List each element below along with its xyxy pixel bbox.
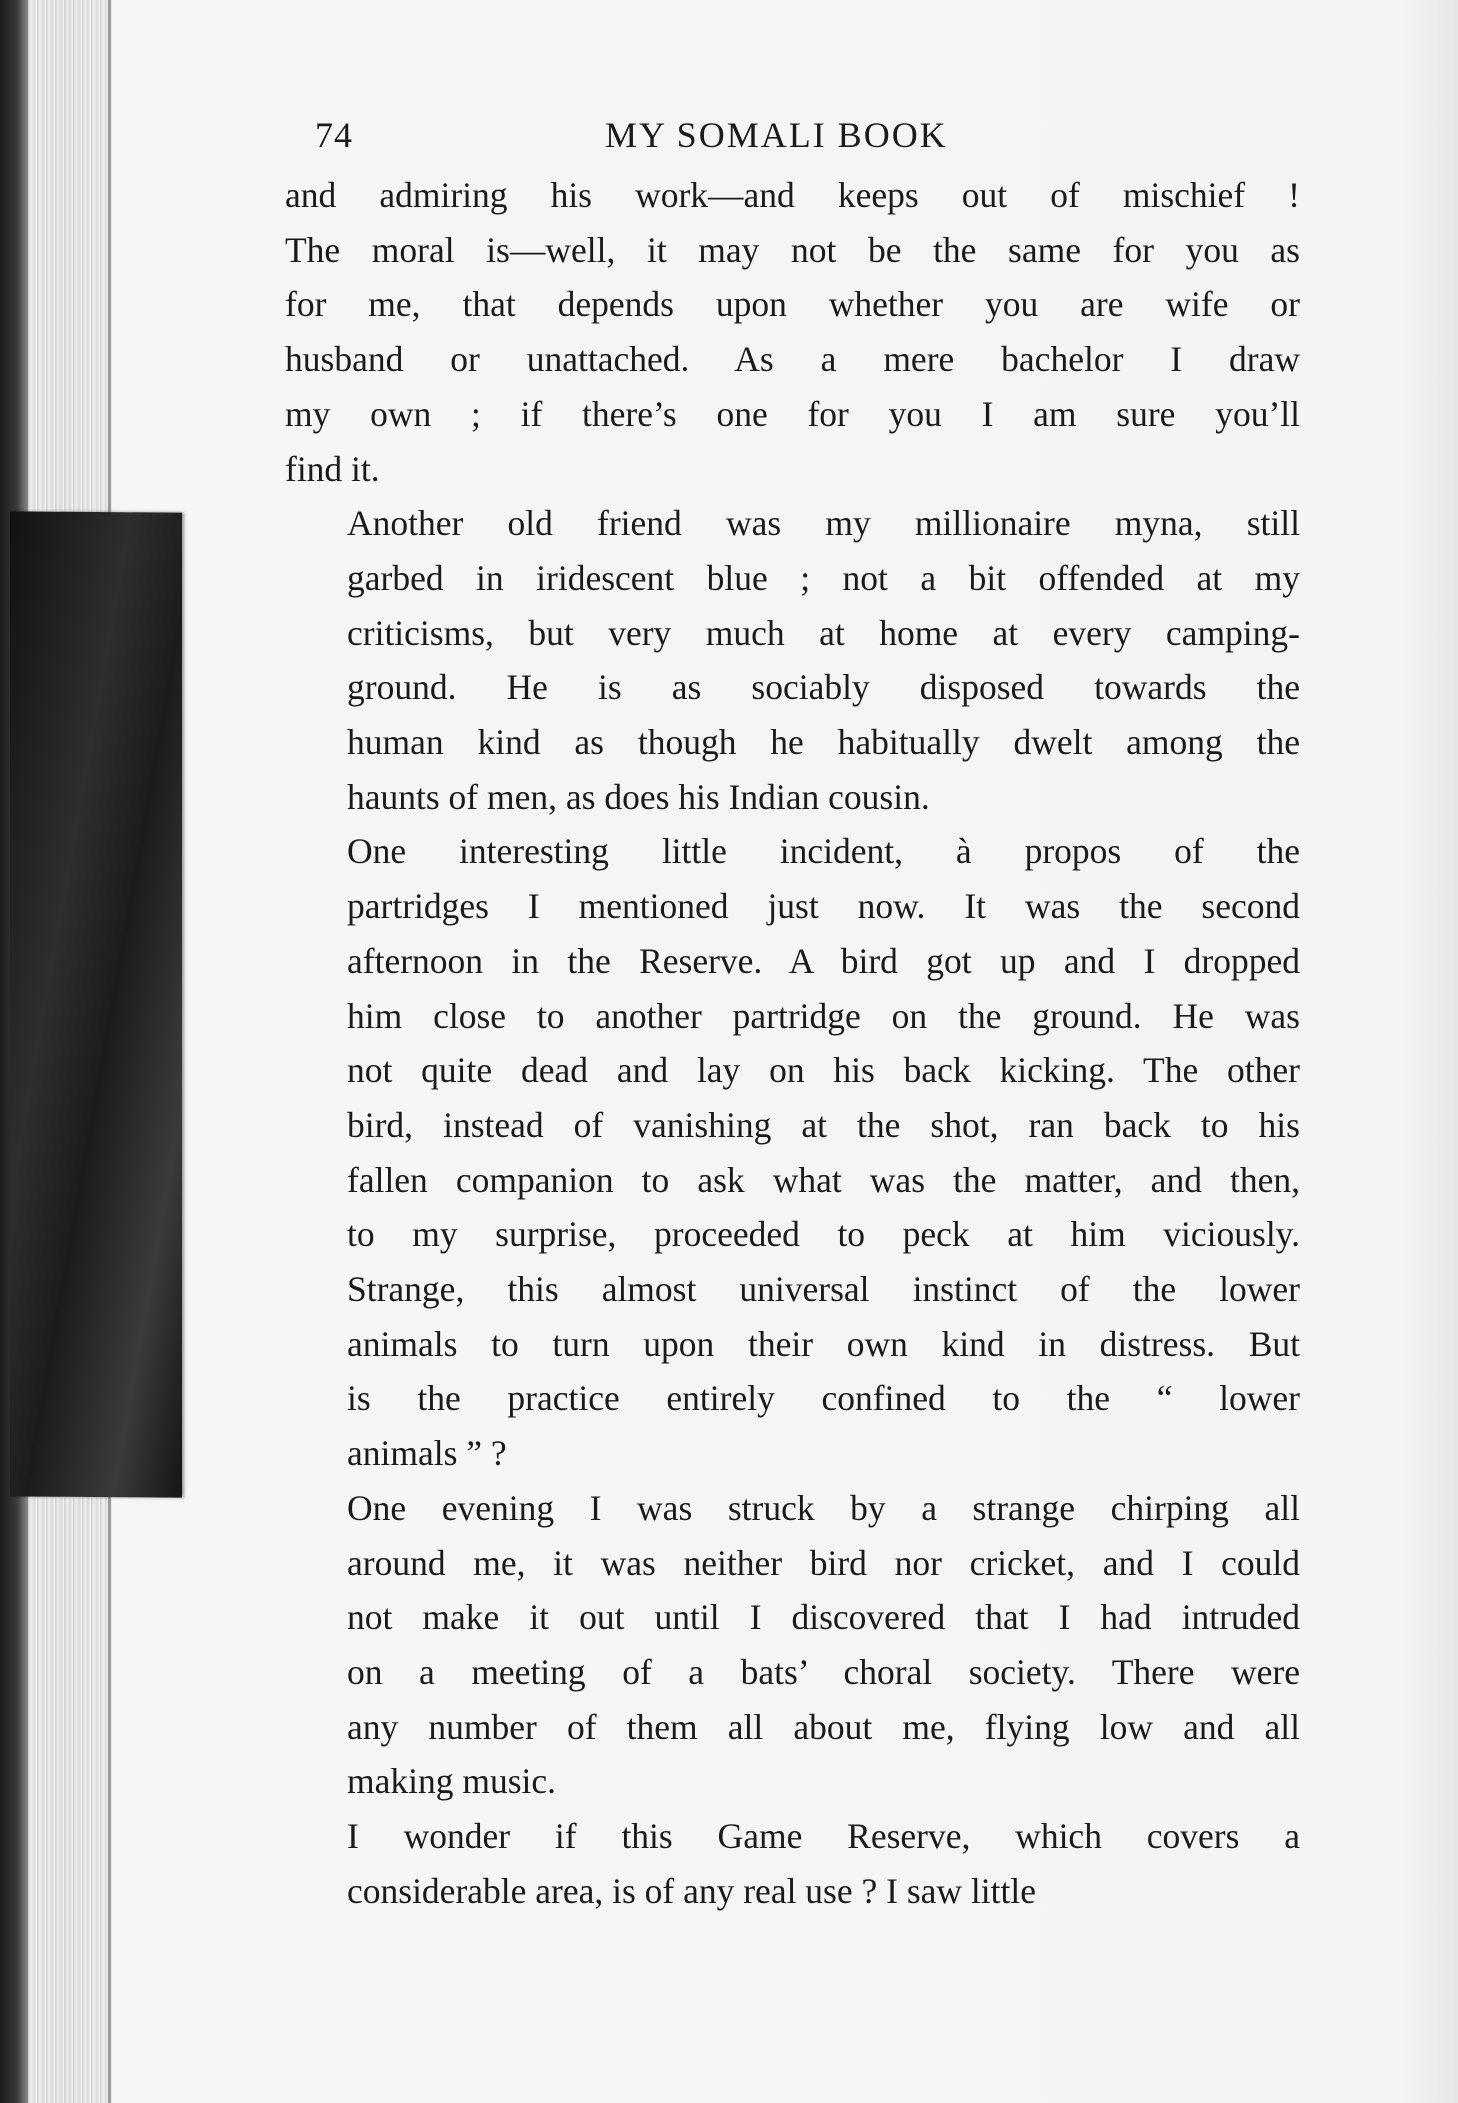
paragraph [285,496,1300,824]
text-line: him close to another partridge on the ground. He was [347,995,1300,1036]
text-line: garbed in iridescent blue ; not a bit offended at my [347,557,1300,598]
text-line: I wonder if this Game Reserve, which covers a [347,1816,1300,1857]
text-line: is the practice entirely confined to the “ lower [347,1378,1300,1419]
text-line: not make it out until I discovered that I had intruded [347,1597,1300,1638]
text-line: partridges I mentioned just now. It was the second [347,886,1300,927]
text-line: animals ” ? [347,1433,507,1474]
text-line: afternoon in the Reserve. A bird got up and I dropped [347,940,1300,981]
text-line: criticisms, but very much at home at every camping- [347,612,1300,653]
text-line: any number of them all about me, flying low and all [347,1706,1300,1747]
text-line: haunts of men, as does his Indian cousin. [347,776,930,817]
text-line: to my surprise, proceeded to peck at him viciously. [347,1214,1300,1255]
text-line: around me, it was neither bird nor cricket, and I could [347,1542,1300,1583]
paragraph [285,824,1300,1480]
paragraph [285,1809,1300,1918]
text-line: my own ; if there’s one for you I am sure you’ll [285,393,1300,434]
text-line: Strange, this almost universal instinct of the lower [347,1269,1300,1310]
running-head: MY SOMALI BOOK [605,115,948,155]
text-line: not quite dead and lay on his back kicking. The other [347,1050,1300,1091]
text-line: making music. [347,1761,557,1802]
text-line: Another old friend was my millionaire myna, still [347,503,1300,544]
bookmark-strip [10,511,182,1497]
text-line: fallen companion to ask what was the matter, and then, [347,1159,1300,1200]
text-line: human kind as though he habitually dwelt among the [347,722,1300,763]
text-line: husband or unattached. As a mere bachelor I draw [285,339,1300,380]
text-line: for me, that depends upon whether you are wife or [285,284,1300,325]
text-line: One interesting little incident, à propos of the [347,831,1300,872]
page-header [285,108,1300,168]
text-line: on a meeting of a bats’ choral society. There were [347,1651,1300,1692]
text-block [285,108,1300,1919]
page-number: 74 [315,115,353,155]
paragraph [285,168,1300,496]
text-line: The moral is—well, it may not be the same for you as [285,229,1300,270]
text-line: find it. [285,448,380,489]
paragraph [285,1481,1300,1809]
text-line: animals to turn upon their own kind in distress. But [347,1323,1300,1364]
text-line: bird, instead of vanishing at the shot, ran back to his [347,1104,1300,1145]
text-line: considerable area, is of any real use ? I saw little [347,1870,1036,1911]
text-line: and admiring his work—and keeps out of mischief ! [285,175,1300,215]
text-line: One evening I was struck by a strange chirping all [347,1487,1300,1528]
text-line: ground. He is as sociably disposed towards the [347,667,1300,708]
body-text [285,168,1300,1919]
